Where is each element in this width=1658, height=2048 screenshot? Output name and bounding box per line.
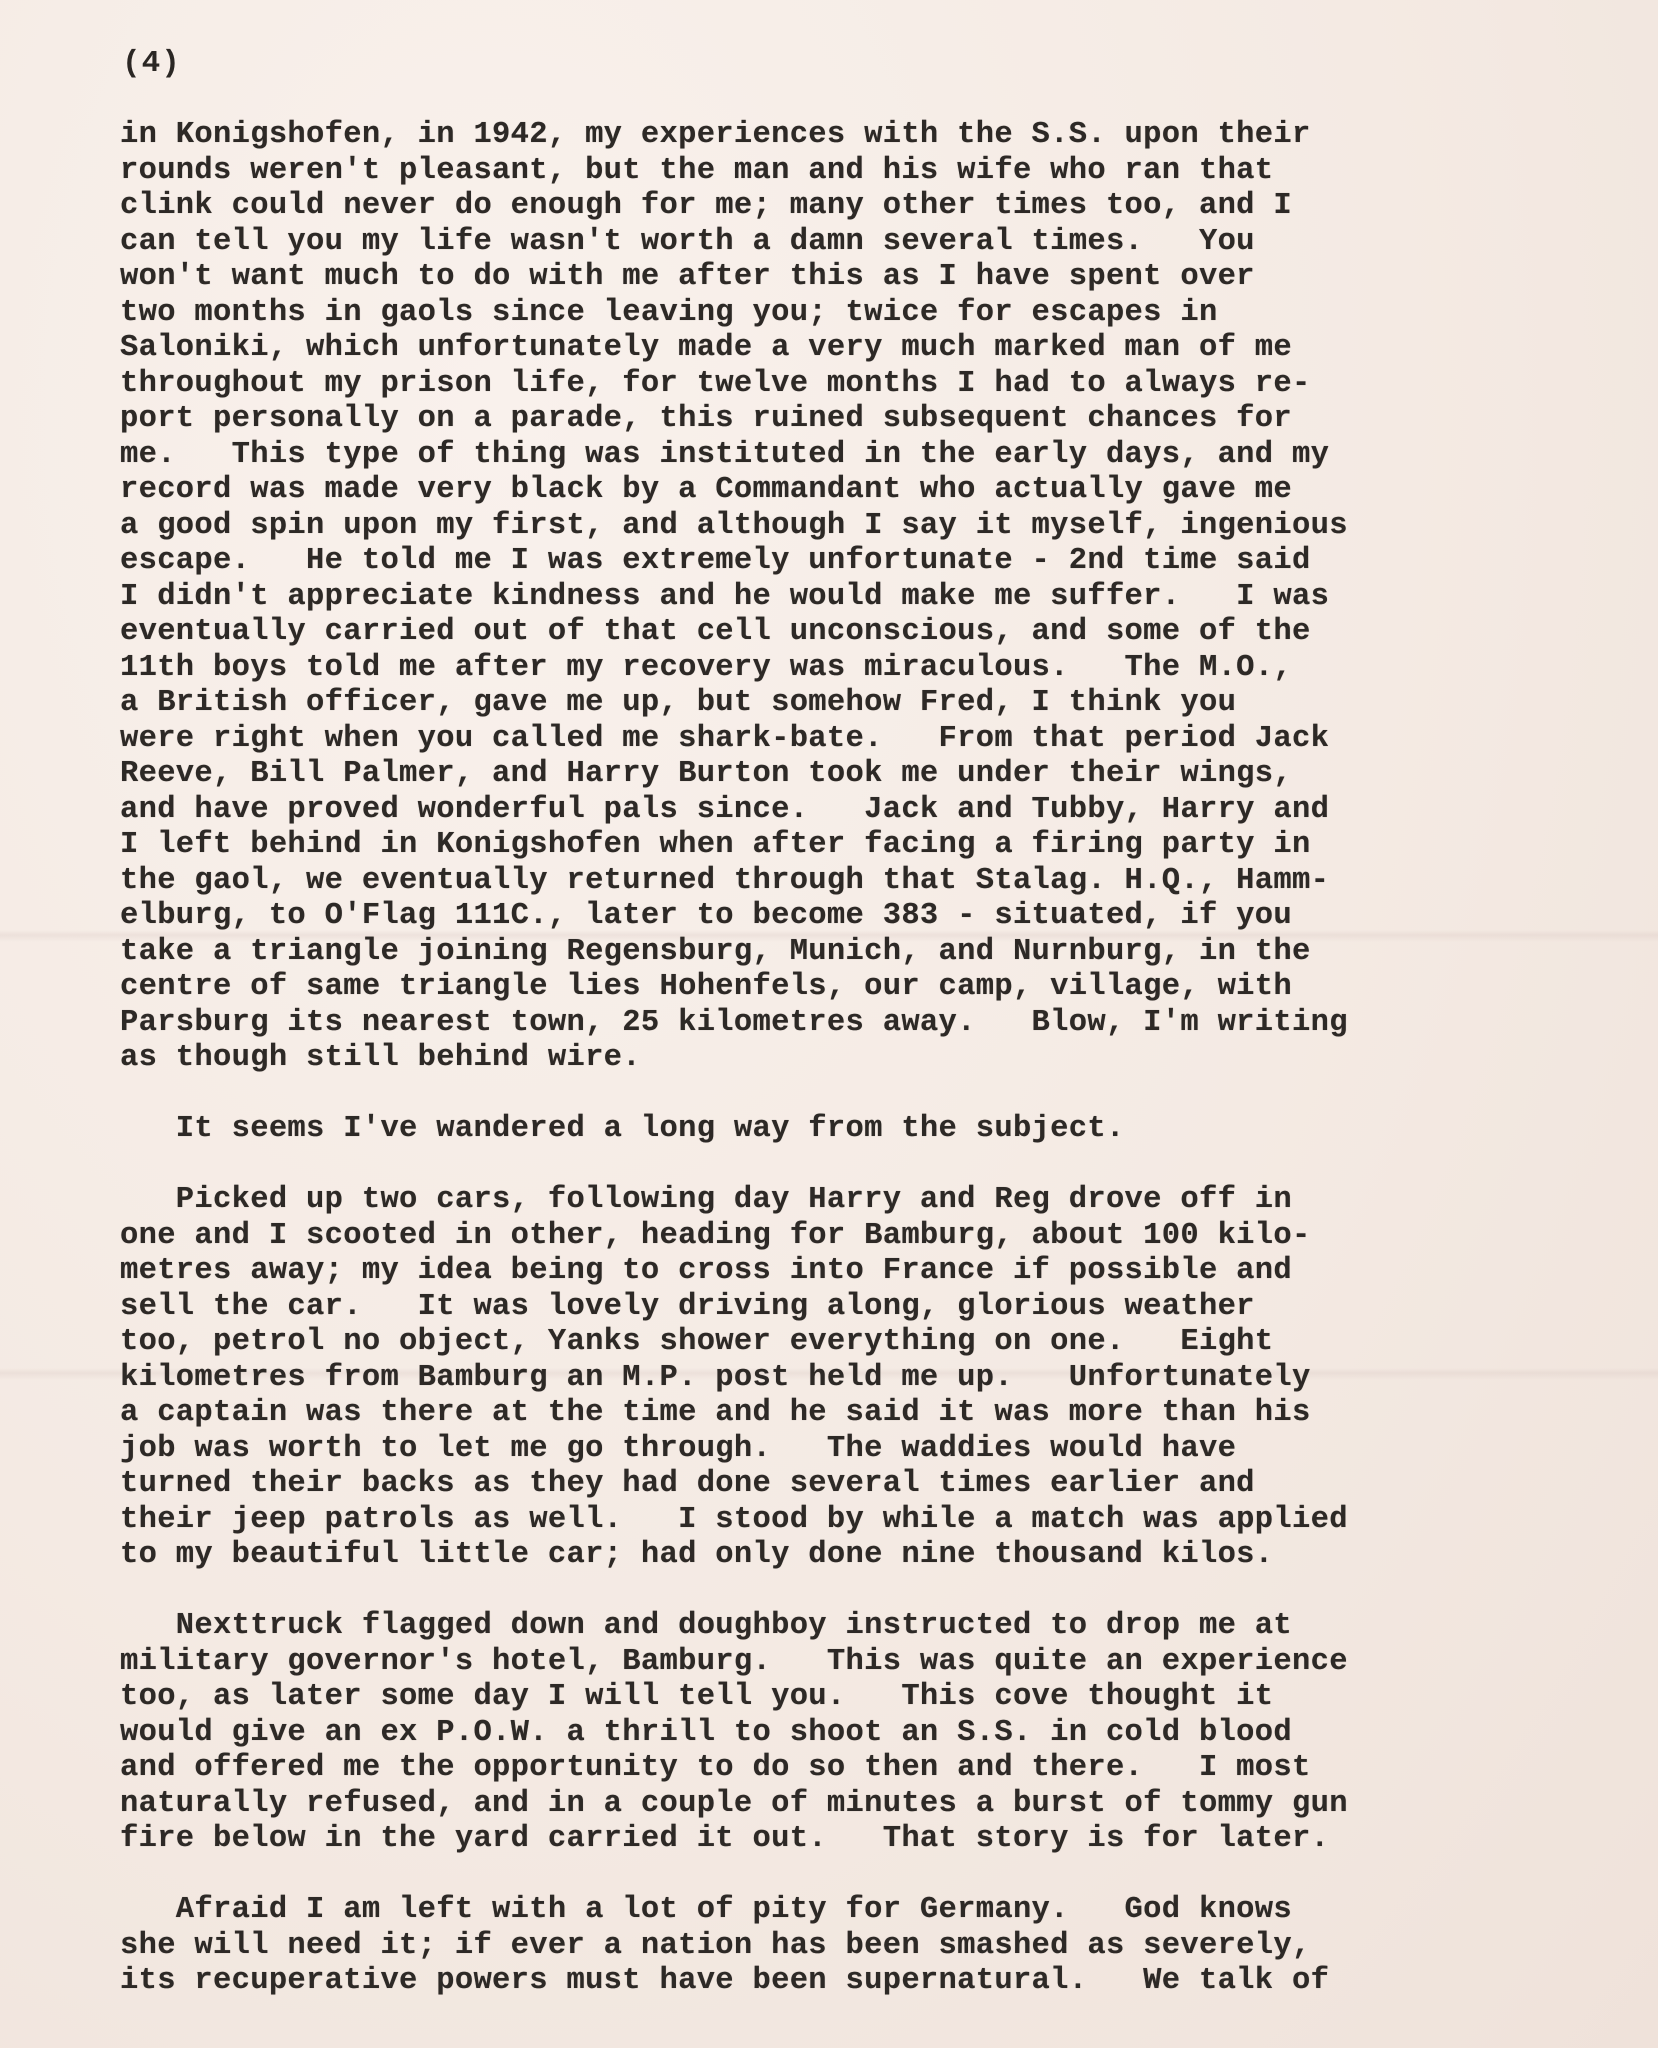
text-line: metres away; my idea being to cross into France if possible and [120, 1254, 1292, 1288]
text-line: turned their backs as they had done several times earlier and [120, 1467, 1255, 1501]
text-line: fire below in the yard carried it out. That story is for later. [120, 1822, 1330, 1856]
text-line: Afraid I am left with a lot of pity for Germany. God knows [120, 1893, 1292, 1927]
text-line [120, 1858, 1560, 1894]
text-line: two months in gaols since leaving you; twice for escapes in [120, 295, 1218, 330]
text-line: and have proved wonderful pals since. Jack and Tubby, Harry and [120, 792, 1330, 827]
text-line: clink could never do enough for me; many other times too, and I [120, 189, 1292, 223]
text-line: Parsburg its nearest town, 25 kilometres away. Blow, I'm writing [120, 1005, 1348, 1040]
text-line: I left behind in Konigshofen when after facing a firing party in [120, 828, 1311, 862]
text-line: too, as later some day I will tell you. This cove thought it [120, 1680, 1274, 1714]
text-line: won't want much to do with me after this as I have spent over [120, 260, 1255, 294]
text-line: centre of same triangle lies Hohenfels, our camp, village, with [120, 970, 1292, 1004]
text-line: It seems I've wandered a long way from the subject. [120, 1112, 1125, 1146]
text-line [120, 1574, 1560, 1610]
text-line: escape. He told me I was extremely unfortunate - 2nd time said [120, 544, 1311, 578]
text-line: were right when you called me shark-bate. From that period Jack [120, 721, 1330, 756]
text-line: port personally on a parade, this ruined subsequent chances for [120, 402, 1292, 436]
text-line: Saloniki, which unfortunately made a very much marked man of me [120, 331, 1292, 365]
text-line: would give an ex P.O.W. a thrill to shoot an S.S. in cold blood [120, 1715, 1292, 1750]
text-line: me. This type of thing was instituted in the early days, and my [120, 437, 1330, 472]
text-line: 11th boys told me after my recovery was miraculous. The M.O., [120, 650, 1292, 685]
text-line: rounds weren't pleasant, but the man and his wife who ran that [120, 153, 1274, 188]
text-line: too, petrol no object, Yanks shower everything on one. Eight [120, 1325, 1274, 1359]
text-line: I didn't appreciate kindness and he would make me suffer. I was [120, 579, 1330, 614]
letter-body [120, 118, 1560, 2000]
text-line: sell the car. It was lovely driving along, glorious weather [120, 1289, 1255, 1324]
text-line: she will need it; if ever a nation has been smashed as severely, [120, 1928, 1311, 1963]
text-line: as though still behind wire. [120, 1041, 641, 1075]
text-line [120, 1148, 1560, 1184]
text-line: naturally refused, and in a couple of minutes a burst of tommy gun [120, 1786, 1348, 1821]
text-line: a captain was there at the time and he said it was more than his [120, 1396, 1311, 1430]
text-line: Reeve, Bill Palmer, and Harry Burton took me under their wings, [120, 757, 1292, 791]
text-line: take a triangle joining Regensburg, Munich, and Nurnburg, in the [120, 934, 1311, 969]
text-line: and offered me the opportunity to do so then and there. I most [120, 1751, 1311, 1785]
text-line: kilometres from Bamburg an M.P. post held me up. Unfortunately [120, 1360, 1311, 1395]
text-line: Nexttruck flagged down and doughboy instructed to drop me at [120, 1609, 1292, 1643]
page-number: (4) [122, 46, 181, 81]
text-line [120, 1077, 1560, 1113]
text-line: Picked up two cars, following day Harry and Reg drove off in [120, 1183, 1292, 1217]
text-line: a good spin upon my first, and although I say it myself, ingenious [120, 508, 1348, 543]
text-line: record was made very black by a Commandant who actually gave me [120, 473, 1292, 507]
text-line: one and I scooted in other, heading for Bamburg, about 100 kilo- [120, 1218, 1311, 1253]
text-line: job was worth to let me go through. The waddies would have [120, 1431, 1237, 1466]
text-line: the gaol, we eventually returned through that Stalag. H.Q., Hamm- [120, 863, 1330, 898]
text-line: military governor's hotel, Bamburg. This was quite an experience [120, 1644, 1348, 1679]
text-line: to my beautiful little car; had only done nine thousand kilos. [120, 1538, 1274, 1572]
text-line: a British officer, gave me up, but somehow Fred, I think you [120, 686, 1237, 720]
text-line: elburg, to O'Flag 111C., later to become 383 - situated, if you [120, 899, 1292, 933]
text-line: throughout my prison life, for twelve months I had to always re- [120, 366, 1311, 401]
text-line: can tell you my life wasn't worth a damn several times. You [120, 224, 1255, 259]
text-line: its recuperative powers must have been supernatural. We talk of [120, 1964, 1330, 1998]
text-line: eventually carried out of that cell unconscious, and some of the [120, 615, 1311, 649]
text-line: their jeep patrols as well. I stood by while a match was applied [120, 1502, 1348, 1537]
text-line: in Konigshofen, in 1942, my experiences with the S.S. upon their [120, 118, 1311, 152]
